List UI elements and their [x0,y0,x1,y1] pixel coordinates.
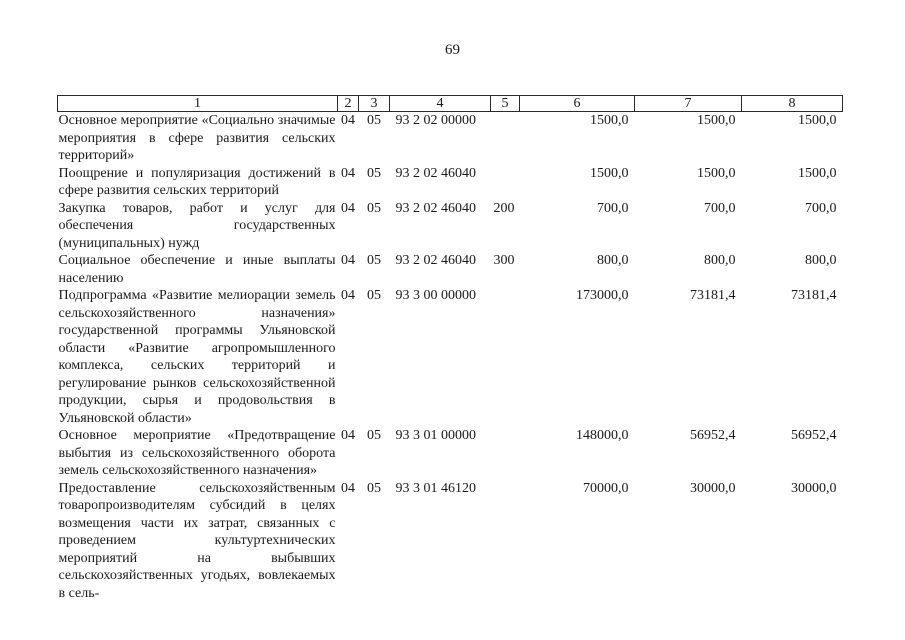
row-name: Предоставление сельскохозяйственным товаропроизводителям субсидий в целях возмещения части их затрат, связанных с проведением культуртехнических мероприятий на выбывших сельскохозяйственных угодьях, вовлекаемых в сель- [58,480,336,601]
row-expense-type [491,427,520,480]
table-header [58,96,843,112]
row-subsection: 05 [367,165,381,181]
row-section: 04 [341,200,355,216]
row-amount-7: 1500,0 [697,113,736,128]
row-name: Подпрограмма «Развитие мелиорации земель сельскохозяйственного назначения» государственной программы Ульяновской области «Развитие агропромышленного комплекса, сельских территорий и регулирование рынков сельскохозяйственной продукции, сырья и продовольствия в Ульяновской области» [58,288,336,426]
row-expense-type [491,165,520,200]
row-target-article: 93 3 01 00000 [395,428,476,443]
header-col-8: 8 [742,96,843,112]
row-section: 04 [341,288,355,303]
row-section: 04 [341,480,355,496]
table-body [58,112,843,603]
budget-table [57,95,843,602]
row-amount-8: 1500,0 [798,113,837,128]
row-amount-8: 800,0 [805,253,837,268]
header-row [58,96,843,112]
row-amount-8: 700,0 [805,200,837,216]
row-section: 04 [341,165,355,181]
row-amount-6: 1500,0 [590,113,629,128]
row-subsection: 05 [367,480,381,496]
row-subsection: 05 [367,288,381,303]
row-section: 04 [341,253,355,268]
row-subsection: 05 [367,253,381,268]
row-amount-8: 1500,0 [798,165,837,181]
row-target-article: 93 2 02 46040 [395,253,476,268]
row-target-article: 93 2 02 46040 [395,165,476,181]
table-row [58,480,843,603]
row-amount-8: 73181,4 [791,288,837,303]
row-name: Социальное обеспечение и иные выплаты населению [58,253,336,286]
row-expense-type [491,287,520,427]
header-col-2: 2 [338,96,359,112]
page-number: 69 [445,42,460,58]
row-expense-type: 200 [493,200,515,216]
row-target-article: 93 2 02 46040 [395,200,476,216]
row-section: 04 [341,428,355,443]
row-target-article: 93 2 02 00000 [395,113,476,128]
row-amount-6: 148000,0 [576,428,629,443]
table-row [58,252,843,287]
row-amount-7: 800,0 [704,253,736,268]
row-name: Закупка товаров, работ и услуг для обеспечения государственных (муниципальных) нужд [58,200,336,251]
row-subsection: 05 [367,113,381,128]
table-row [58,287,843,427]
row-amount-8: 56952,4 [791,428,837,443]
row-amount-6: 70000,0 [583,480,629,496]
row-expense-type [491,112,520,165]
header-col-3: 3 [359,96,390,112]
row-name: Основное мероприятие «Предотвращение выбытия из сельскохозяйственного оборота земель сельскохозяйственного назначения» [58,428,336,478]
row-name: Основное мероприятие «Социально значимые мероприятия в сфере развития сельских территорий» [58,113,336,163]
row-amount-7: 56952,4 [690,428,736,443]
row-amount-7: 700,0 [704,200,736,216]
row-amount-6: 700,0 [597,200,629,216]
table-row [58,427,843,480]
row-section: 04 [341,113,355,128]
row-amount-6: 1500,0 [590,165,629,181]
row-subsection: 05 [367,200,381,216]
row-amount-7: 30000,0 [690,480,736,496]
row-amount-6: 800,0 [597,253,629,268]
row-amount-7: 1500,0 [697,165,736,181]
row-amount-6: 173000,0 [576,288,629,303]
table-row [58,165,843,200]
header-col-4: 4 [390,96,491,112]
row-expense-type: 300 [493,253,515,268]
row-amount-7: 73181,4 [690,288,736,303]
row-target-article: 93 3 00 00000 [395,288,476,303]
row-expense-type [491,480,520,603]
table-row [58,200,843,253]
header-col-7: 7 [635,96,742,112]
header-col-1: 1 [58,96,338,112]
row-name: Поощрение и популяризация достижений в сфере развития сельских территорий [58,165,336,198]
row-subsection: 05 [367,428,381,443]
row-amount-8: 30000,0 [791,480,837,496]
header-col-6: 6 [520,96,635,112]
row-target-article: 93 3 01 46120 [395,480,476,496]
table-row [58,112,843,165]
header-col-5: 5 [491,96,520,112]
